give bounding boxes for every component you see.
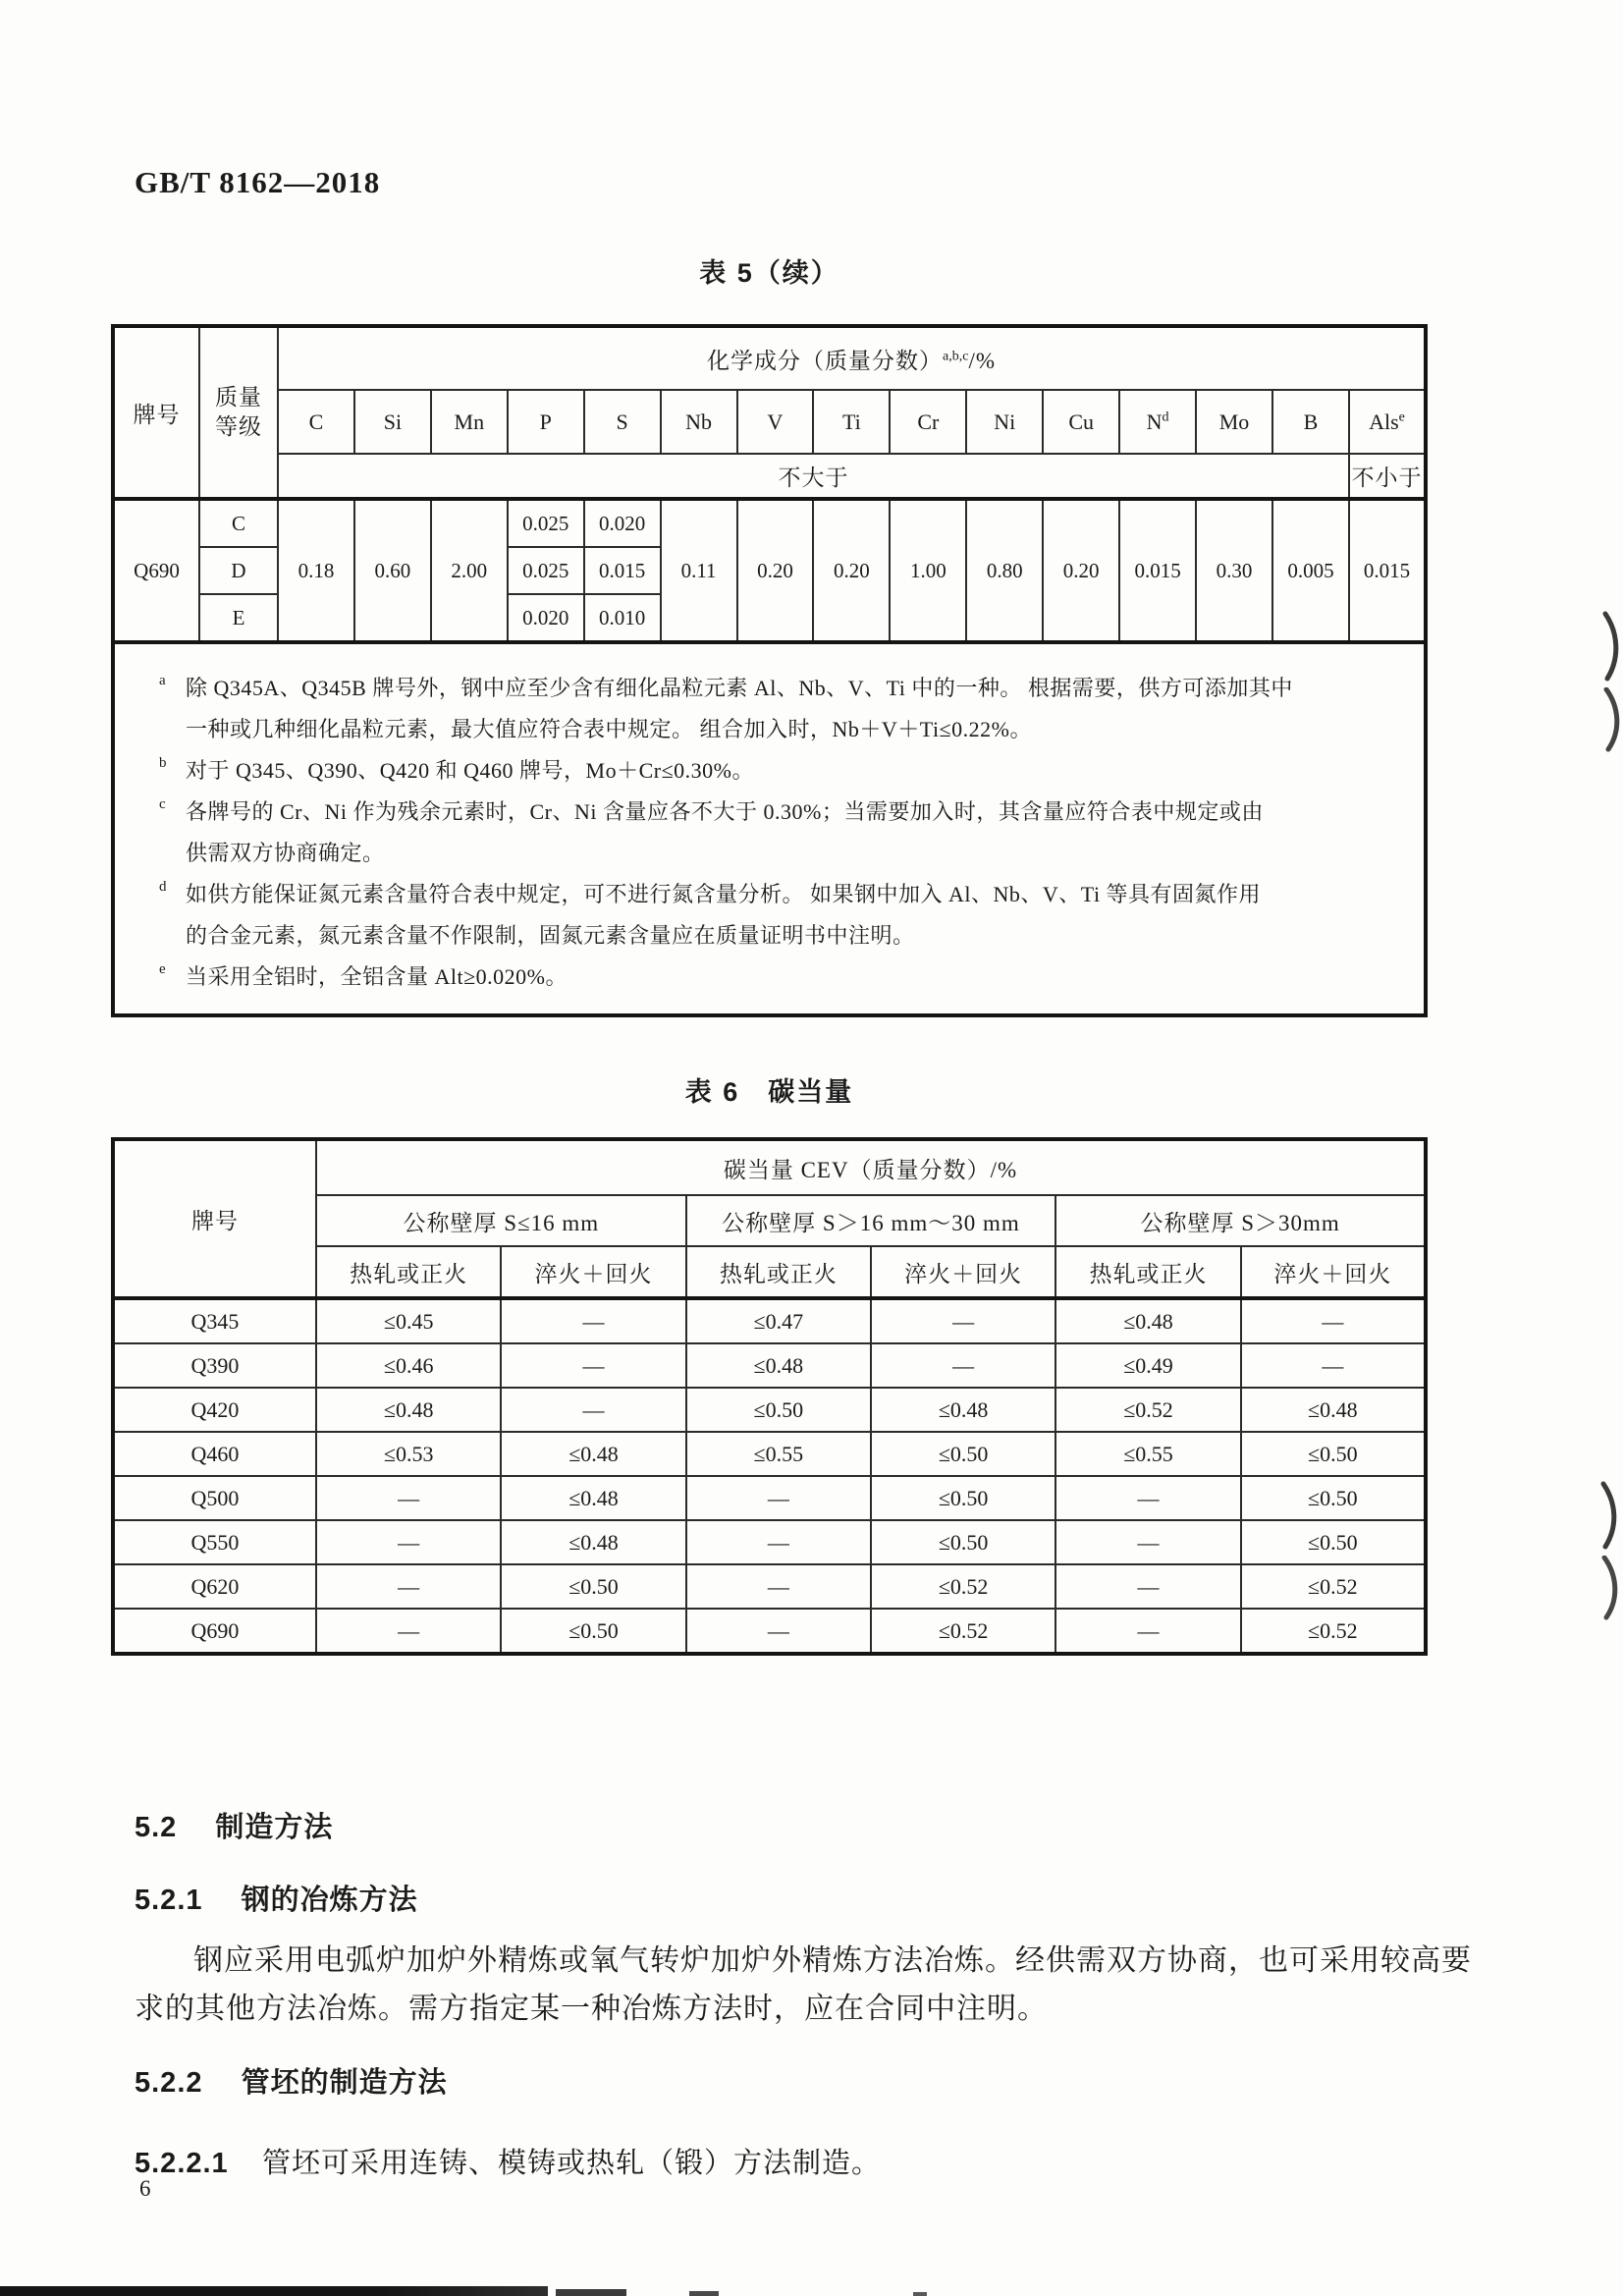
t6-header-grade: 牌号 xyxy=(113,1139,316,1298)
value-cell: ≤0.52 xyxy=(871,1609,1055,1654)
value-cell: ≤0.50 xyxy=(1241,1432,1426,1476)
grade-cell: Q690 xyxy=(113,499,199,642)
value-cell: 0.20 xyxy=(813,499,890,642)
value-cell: — xyxy=(1055,1520,1240,1564)
value-cell: ≤0.50 xyxy=(871,1476,1055,1520)
footnote-marker: e xyxy=(159,961,167,977)
value-cell: ≤0.52 xyxy=(871,1564,1055,1609)
footnote-line: 一种或几种细化晶粒元素，最大值应符合表中规定。 组合加入时，Nb＋V＋Ti≤0.22%。 xyxy=(186,717,1032,741)
t5-header-quality-line1: 质量 xyxy=(215,385,262,410)
element-symbol: Als xyxy=(1369,409,1399,434)
element-symbol: N xyxy=(1146,409,1163,434)
scan-smudge xyxy=(556,2289,626,2296)
quality-grade-cell: C xyxy=(199,499,278,547)
table6-title: 表 6 碳当量 xyxy=(684,1077,854,1107)
value-cell: — xyxy=(1241,1298,1426,1343)
footnote-b xyxy=(159,750,1404,792)
element-symbol: Cr xyxy=(917,409,940,434)
value-cell: ≤0.48 xyxy=(501,1432,685,1476)
table-row xyxy=(113,1609,1426,1654)
t6-condition-header: 热轧或正火 xyxy=(686,1246,871,1298)
footnote-marker: a xyxy=(159,673,167,688)
element-symbol: V xyxy=(767,409,784,434)
t6-condition-header: 淬火＋回火 xyxy=(871,1246,1055,1298)
value-cell: ≤0.50 xyxy=(1241,1476,1426,1520)
element-symbol: Cu xyxy=(1068,409,1095,434)
element-superscript: d xyxy=(1162,410,1169,425)
value-cell: ≤0.46 xyxy=(316,1343,501,1388)
element-symbol: Mo xyxy=(1218,409,1250,434)
footnote-c xyxy=(159,792,1404,874)
grade-cell: Q690 xyxy=(113,1609,316,1654)
section-title: 钢的冶炼方法 xyxy=(241,1885,418,1916)
footnote-line: 的合金元素，氮元素含量不作限制，固氮元素含量应在质量证明书中注明。 xyxy=(186,923,915,948)
element-header xyxy=(661,390,737,454)
scan-artifact-hook xyxy=(1602,687,1623,752)
value-cell: ≤0.50 xyxy=(501,1609,685,1654)
composition-label: 化学成分（质量分数） xyxy=(707,348,943,373)
composition-superscript: a,b,c xyxy=(943,348,969,363)
value-cell: ≤0.52 xyxy=(1055,1388,1240,1432)
table-row xyxy=(113,454,1426,499)
value-cell: ≤0.48 xyxy=(316,1388,501,1432)
scan-smudge xyxy=(913,2292,927,2296)
grade-cell: Q420 xyxy=(113,1388,316,1432)
table-row xyxy=(113,1432,1426,1476)
element-header xyxy=(966,390,1043,454)
value-cell: 0.025 xyxy=(508,499,584,547)
element-symbol: Ti xyxy=(842,409,861,434)
value-cell: 0.010 xyxy=(584,594,661,642)
value-cell: 0.015 xyxy=(1119,499,1196,642)
table-row xyxy=(113,642,1426,1015)
element-symbol: Mn xyxy=(454,409,485,434)
scan-smudge xyxy=(0,2286,548,2296)
value-cell: 0.025 xyxy=(508,547,584,594)
value-cell: — xyxy=(686,1520,871,1564)
value-cell: — xyxy=(1055,1609,1240,1654)
value-cell: ≤0.50 xyxy=(686,1388,871,1432)
section-heading-5-2-2 xyxy=(135,2060,448,2101)
t6-condition-header: 热轧或正火 xyxy=(1055,1246,1240,1298)
value-cell: — xyxy=(316,1520,501,1564)
value-cell: — xyxy=(1055,1564,1240,1609)
element-header xyxy=(813,390,890,454)
footnote-line: 除 Q345A、Q345B 牌号外，钢中应至少含有细化晶粒元素 Al、Nb、V、Ti 中的一种。 根据需要，供方可添加其中 xyxy=(186,676,1293,700)
value-cell: 0.20 xyxy=(1043,499,1119,642)
scan-artifact-hook xyxy=(1598,1481,1620,1550)
table-row xyxy=(113,326,1426,390)
footnote-a xyxy=(159,668,1404,750)
t5-header-quality-line2: 等级 xyxy=(215,414,262,439)
page-number: 6 xyxy=(139,2176,151,2201)
value-cell: 0.005 xyxy=(1272,499,1349,642)
value-cell: 0.20 xyxy=(737,499,814,642)
element-symbol: P xyxy=(539,409,552,434)
table6-carbon-equivalent xyxy=(111,1137,1428,1656)
value-cell: ≤0.48 xyxy=(686,1343,871,1388)
table-row xyxy=(113,1388,1426,1432)
footnote-marker: d xyxy=(159,879,168,895)
element-symbol: Ni xyxy=(994,409,1016,434)
standard-number: GB/T 8162—2018 xyxy=(135,165,381,199)
value-cell: ≤0.52 xyxy=(1241,1609,1426,1654)
element-superscript: e xyxy=(1398,410,1405,425)
footnote-text xyxy=(186,750,1404,792)
footnote-line: 当采用全铝时，全铝含量 Alt≥0.020%。 xyxy=(186,964,568,989)
value-cell: 0.020 xyxy=(584,499,661,547)
element-header xyxy=(584,390,661,454)
value-cell: — xyxy=(501,1388,685,1432)
table-row xyxy=(113,1139,1426,1195)
value-cell: 0.60 xyxy=(354,499,431,642)
t5-footnotes xyxy=(113,642,1426,1015)
table5-title: 表 5（续） xyxy=(699,258,839,288)
paragraph-line: 钢应采用电弧炉加炉外精炼或氧气转炉加炉外精炼方法冶炼。经供需双方协商，也可采用较高要 xyxy=(193,1944,1472,1977)
t6-condition-header: 淬火＋回火 xyxy=(1241,1246,1426,1298)
paragraph-line: 求的其他方法冶炼。需方指定某一种冶炼方法时，应在合同中注明。 xyxy=(135,1993,1048,2025)
t5-limit-max: 不大于 xyxy=(278,454,1349,499)
value-cell: — xyxy=(686,1476,871,1520)
scan-artifact-hook xyxy=(1600,611,1622,682)
element-symbol: B xyxy=(1303,409,1319,434)
section-number: 5.2 xyxy=(135,1812,178,1843)
element-header xyxy=(1349,390,1426,454)
footnote-line: 各牌号的 Cr、Ni 作为残余元素时，Cr、Ni 含量应各不大于 0.30%；当需要加入时，其含量应符合表中规定或由 xyxy=(186,799,1264,824)
value-cell: ≤0.50 xyxy=(871,1520,1055,1564)
value-cell: 0.18 xyxy=(278,499,354,642)
value-cell: — xyxy=(871,1343,1055,1388)
value-cell: ≤0.48 xyxy=(1055,1298,1240,1343)
t5-limit-min: 不小于 xyxy=(1349,454,1426,499)
footnote-line: 供需双方协商确定。 xyxy=(186,841,385,865)
element-symbol: Nb xyxy=(685,409,713,434)
table-row xyxy=(113,390,1426,454)
element-header xyxy=(1119,390,1196,454)
footnote-d xyxy=(159,874,1404,957)
grade-cell: Q390 xyxy=(113,1343,316,1388)
section-heading-5-2 xyxy=(135,1805,333,1845)
value-cell: ≤0.49 xyxy=(1055,1343,1240,1388)
footnote-line: 如供方能保证氮元素含量符合表中规定，可不进行氮含量分析。 如果钢中加入 Al、Nb、V、Ti 等具有固氮作用 xyxy=(186,882,1262,906)
element-header xyxy=(890,390,966,454)
body-paragraph xyxy=(135,1937,1529,2033)
scan-smudge xyxy=(689,2291,719,2296)
element-header xyxy=(1043,390,1119,454)
grade-cell: Q550 xyxy=(113,1520,316,1564)
value-cell: 0.015 xyxy=(584,547,661,594)
element-header xyxy=(737,390,814,454)
table-row xyxy=(113,1564,1426,1609)
value-cell: — xyxy=(1241,1343,1426,1388)
grade-cell: Q460 xyxy=(113,1432,316,1476)
table5-chemical-composition xyxy=(111,324,1428,1017)
value-cell: ≤0.55 xyxy=(686,1432,871,1476)
value-cell: ≤0.48 xyxy=(871,1388,1055,1432)
value-cell: — xyxy=(316,1609,501,1654)
value-cell: — xyxy=(686,1564,871,1609)
element-header xyxy=(1196,390,1272,454)
section-title: 管坯的制造方法 xyxy=(241,2067,448,2099)
value-cell: — xyxy=(871,1298,1055,1343)
quality-grade-cell: E xyxy=(199,594,278,642)
value-cell: — xyxy=(501,1298,685,1343)
t6-condition-header: 淬火＋回火 xyxy=(501,1246,685,1298)
grade-cell: Q345 xyxy=(113,1298,316,1343)
table-row xyxy=(113,1520,1426,1564)
clause-5-2-2-1 xyxy=(135,2141,881,2181)
value-cell: 0.80 xyxy=(966,499,1043,642)
value-cell: ≤0.45 xyxy=(316,1298,501,1343)
section-heading-5-2-1 xyxy=(135,1878,418,1918)
value-cell: — xyxy=(686,1609,871,1654)
element-header xyxy=(278,390,354,454)
element-header xyxy=(508,390,584,454)
value-cell: ≤0.52 xyxy=(1241,1564,1426,1609)
t6-thickness-group: 公称壁厚 S≤16 mm xyxy=(316,1195,686,1246)
section-number: 5.2.2 xyxy=(135,2067,203,2099)
footnote-e xyxy=(159,957,1404,998)
t6-condition-header: 热轧或正火 xyxy=(316,1246,501,1298)
composition-unit: /% xyxy=(968,348,996,373)
value-cell: 0.020 xyxy=(508,594,584,642)
element-header xyxy=(1272,390,1349,454)
grade-cell: Q500 xyxy=(113,1476,316,1520)
quality-grade-cell: D xyxy=(199,547,278,594)
value-cell: ≤0.53 xyxy=(316,1432,501,1476)
element-symbol: S xyxy=(616,409,628,434)
value-cell: 0.015 xyxy=(1349,499,1426,642)
value-cell: ≤0.55 xyxy=(1055,1432,1240,1476)
table-row xyxy=(113,1476,1426,1520)
value-cell: — xyxy=(1055,1476,1240,1520)
value-cell: ≤0.48 xyxy=(501,1520,685,1564)
element-symbol: C xyxy=(308,409,324,434)
t6-header-cev: 碳当量 CEV（质量分数）/% xyxy=(316,1139,1426,1195)
table-row xyxy=(113,499,1426,547)
element-header xyxy=(431,390,508,454)
section-title: 制造方法 xyxy=(215,1812,334,1843)
footnote-marker: b xyxy=(159,755,168,771)
value-cell: 2.00 xyxy=(431,499,508,642)
value-cell: ≤0.50 xyxy=(871,1432,1055,1476)
footnote-line: 对于 Q345、Q390、Q420 和 Q460 牌号，Mo＋Cr≤0.30%。 xyxy=(186,758,755,783)
footnote-marker: c xyxy=(159,796,167,812)
grade-cell: Q620 xyxy=(113,1564,316,1609)
value-cell: ≤0.47 xyxy=(686,1298,871,1343)
value-cell: 0.30 xyxy=(1196,499,1272,642)
value-cell: 0.11 xyxy=(661,499,737,642)
section-number: 5.2.1 xyxy=(135,1885,203,1916)
t6-thickness-group: 公称壁厚 S＞16 mm～30 mm xyxy=(686,1195,1056,1246)
value-cell: ≤0.50 xyxy=(1241,1520,1426,1564)
value-cell: ≤0.48 xyxy=(1241,1388,1426,1432)
footnote-text xyxy=(186,874,1404,957)
scan-artifact-hook xyxy=(1600,1556,1622,1620)
value-cell: — xyxy=(501,1343,685,1388)
value-cell: 1.00 xyxy=(890,499,966,642)
t5-header-grade: 牌号 xyxy=(113,326,199,499)
element-symbol: Si xyxy=(383,409,403,434)
t5-header-quality xyxy=(199,326,278,499)
footnote-text xyxy=(186,957,1404,998)
element-header xyxy=(354,390,431,454)
value-cell: ≤0.50 xyxy=(501,1564,685,1609)
footnote-text xyxy=(186,668,1404,750)
value-cell: ≤0.48 xyxy=(501,1476,685,1520)
t6-thickness-group: 公称壁厚 S＞30mm xyxy=(1055,1195,1426,1246)
footnote-text xyxy=(186,792,1404,874)
clause-text: 管坯可采用连铸、模铸或热轧（锻）方法制造。 xyxy=(261,2148,881,2179)
section-number: 5.2.2.1 xyxy=(135,2148,229,2179)
t5-header-composition xyxy=(278,326,1426,390)
table-row xyxy=(113,1298,1426,1343)
value-cell: — xyxy=(316,1476,501,1520)
value-cell: — xyxy=(316,1564,501,1609)
table-row xyxy=(113,1343,1426,1388)
